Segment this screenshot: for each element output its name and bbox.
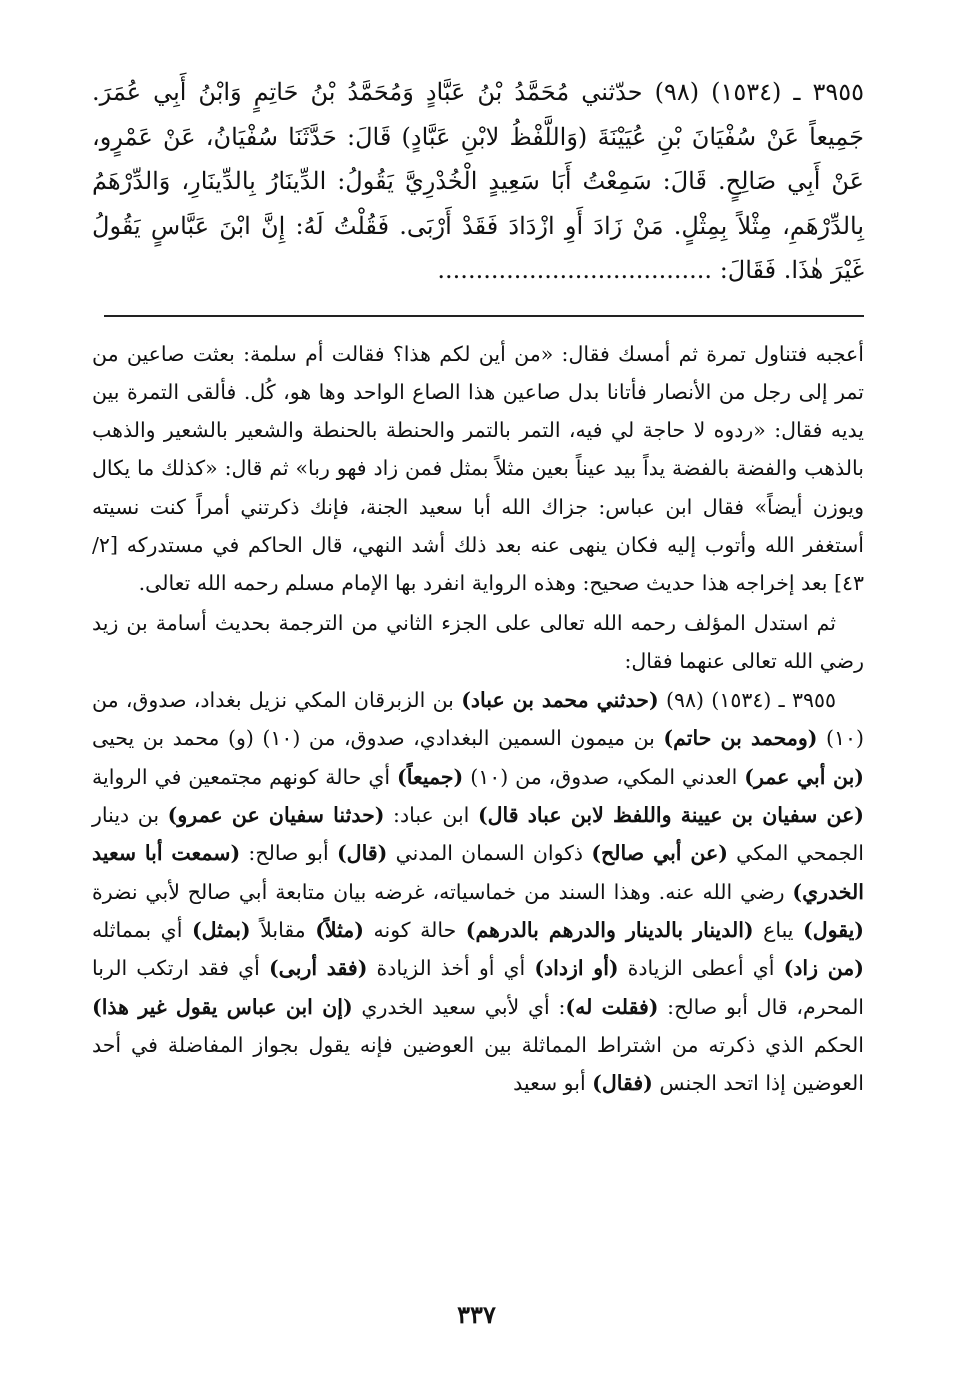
- sharh-text: الحكم الذي ذكرته من اشتراط المماثلة بين العوضين فإنه يقول بجواز المفاضلة في أحد العوضين إذا اتحد الجنس: [92, 1032, 864, 1096]
- sharh-text: بن دينار الجمحي المكي: [92, 803, 864, 866]
- sharh-text: ذكوان السمان المدني: [387, 841, 592, 866]
- sharh-quote: (من زاد): [783, 956, 864, 981]
- sharh-quote: (فقال): [592, 1071, 653, 1096]
- sharh-text: بن ميمون السمين البغدادي، صدوق، من (١٠) (و) محمد بن يحيى: [92, 726, 664, 751]
- sharh-text: رضي الله عنه. وهذا السند من خماسياته، غرضه بيان متابعة أبي صالح لأبي نضرة: [92, 879, 793, 904]
- sharh-quote: (أو ازداد): [534, 956, 619, 981]
- sharh-text: حالة كونه: [364, 917, 466, 942]
- sharh-text: يباع: [753, 917, 804, 942]
- sharh-text: ٣٩٥٥ ـ (١٥٣٤) (٩٨): [658, 688, 837, 713]
- sharh-quote: (ومحمد بن حاتم): [663, 726, 818, 751]
- commentary: [92, 335, 864, 1103]
- separator-rule: [104, 315, 864, 317]
- sharh-quote: (إن ابن عباس يقول غير هذا): [92, 994, 353, 1019]
- sharh-quote: (فقد أربى): [268, 956, 368, 981]
- hadith-text: [92, 70, 864, 293]
- intro-paragraph: ثم استدل المؤلف رحمه الله تعالى على الجزء الثاني من الترجمة بحديث أسامة بن زيد رضي الله تعالى عنهما فقال:: [92, 610, 864, 673]
- sharh-quote: (يقول): [803, 917, 864, 942]
- hadith-body: ٣٩٥٥ ـ (١٥٣٤) (٩٨) حدّثني مُحَمَّدُ بْنُ عَبَّادٍ وَمُحَمَّدُ بْنُ حَاتِمٍ وَابْنُ أَبِي عُمَرَ. جَمِيعاً عَنْ سُفْيَانَ بْنِ عُيَيْنَةَ (وَاللَّفْظُ لابْنِ عَبَّادٍ) قَالَ: حَدَّثَنَا سُفْيَانُ، عَنْ عَمْرٍو، عَنْ أَبِي صَالِحٍ. قَالَ: سَمِعْتُ أَبَا سَعِيدٍ الْخُدْرِيَّ يَقُولُ: الدِّينَارُ بِالدِّينَارِ، وَالدِّرْهَمُ بِالدِّرْهَمِ، مِثْلاً بِمِثْلٍ. مَنْ زَادَ أَوِ ازْدَادَ فَقَدْ أَرْبَى. فَقُلْتُ لَهُ: إِنَّ ابْنَ عَبَّاسٍ يَقُولُ غَيْرَ هٰذَا. فَقَالَ:: [92, 78, 865, 284]
- sharh-text: أي حالة كونهم مجتمعين في الرواية: [92, 764, 398, 789]
- sharh-text: مقابلاً: [250, 917, 316, 942]
- sharh-text: أي بمماثله: [92, 917, 192, 942]
- sharh-quote: (قال): [336, 841, 388, 866]
- sharh-quote: (عن سفيان بن عيينة واللفظ لابن عباد قال): [477, 803, 865, 828]
- sharh-quote: (حدثني محمد بن عباد): [461, 688, 659, 713]
- sharh-quote: (الدينار بالدينار والدرهم بالدرهم): [465, 917, 754, 942]
- hadith-ellipsis: ....................................: [437, 256, 713, 284]
- sharh-text: أي أعطى الزيادة: [618, 956, 784, 981]
- sharh-quote: (فقلت له): [565, 994, 659, 1019]
- sharh-text: ابن عباد:: [384, 803, 478, 828]
- sharh-quote: (بمثل): [191, 917, 251, 942]
- sharh-quote: (عن أبي صالح): [591, 841, 728, 866]
- sharh-text: أي فقد ارتكب الربا المحرم، قال أبو صالح:: [92, 956, 865, 1019]
- sharh-quote: (بن أبي عمر): [744, 764, 864, 789]
- page-number: ٣٣٧: [457, 1300, 496, 1329]
- sharh-text: : أي لأبي سعيد الخدري: [352, 994, 566, 1019]
- sharh-text: بن الزبرقان المكي نزيل بغداد، صدوق، من (١٠): [92, 688, 864, 751]
- sharh-text: أبو سعيد: [513, 1071, 593, 1096]
- sharh-paragraph: [92, 681, 864, 1102]
- sharh-text: العدني المكي، صدوق، من (١٠): [463, 764, 745, 789]
- page-content: [92, 70, 864, 1103]
- sharh-quote: (سمعت أبا سعيد الخدري): [92, 841, 864, 904]
- sharh-text: أي أو أخذ الزيادة: [367, 956, 535, 981]
- sharh-quote: (حدثنا سفيان عن عمرو): [167, 803, 385, 828]
- footnote-paragraph: أعجبه فتناول تمرة ثم أمسك فقال: «من أين لكم هذا؟ فقالت أم سلمة: بعثت صاعين من تمر إلى رجل من الأنصار فأتانا بدل صاعين هذا الصاع الواحد وها هو، كُل. فألقى التمرة بين يديه فقال: «ردوه لا حاجة لي فيه، التمر بالتمر والحنطة بالحنطة والشعير بالشعير والذهب بالذهب والفضة بالفضة يداً بيد عيناً بعين مثلاً بمثل فمن زاد فهو ربا» ثم قال: «كذلك ما يكال ويوزن أيضاً» فقال ابن عباس: جزاك الله أبا سعيد الجنة، فإنك ذكرتني أمراً كنت نسيته أستغفر الله وأتوب إليه فكان ينهى عنه بعد ذلك أشد النهي، قال الحاكم في مستدركه [٢/ ٤٣] بعد إخراجه هذا حديث صحيح: وهذه الرواية انفرد بها الإمام مسلم رحمه الله تعالى.: [92, 341, 864, 596]
- sharh-text: أبو صالح:: [240, 841, 337, 866]
- sharh-quote: (مثلاً): [315, 917, 364, 942]
- sharh-quote: (جميعاً): [397, 764, 464, 789]
